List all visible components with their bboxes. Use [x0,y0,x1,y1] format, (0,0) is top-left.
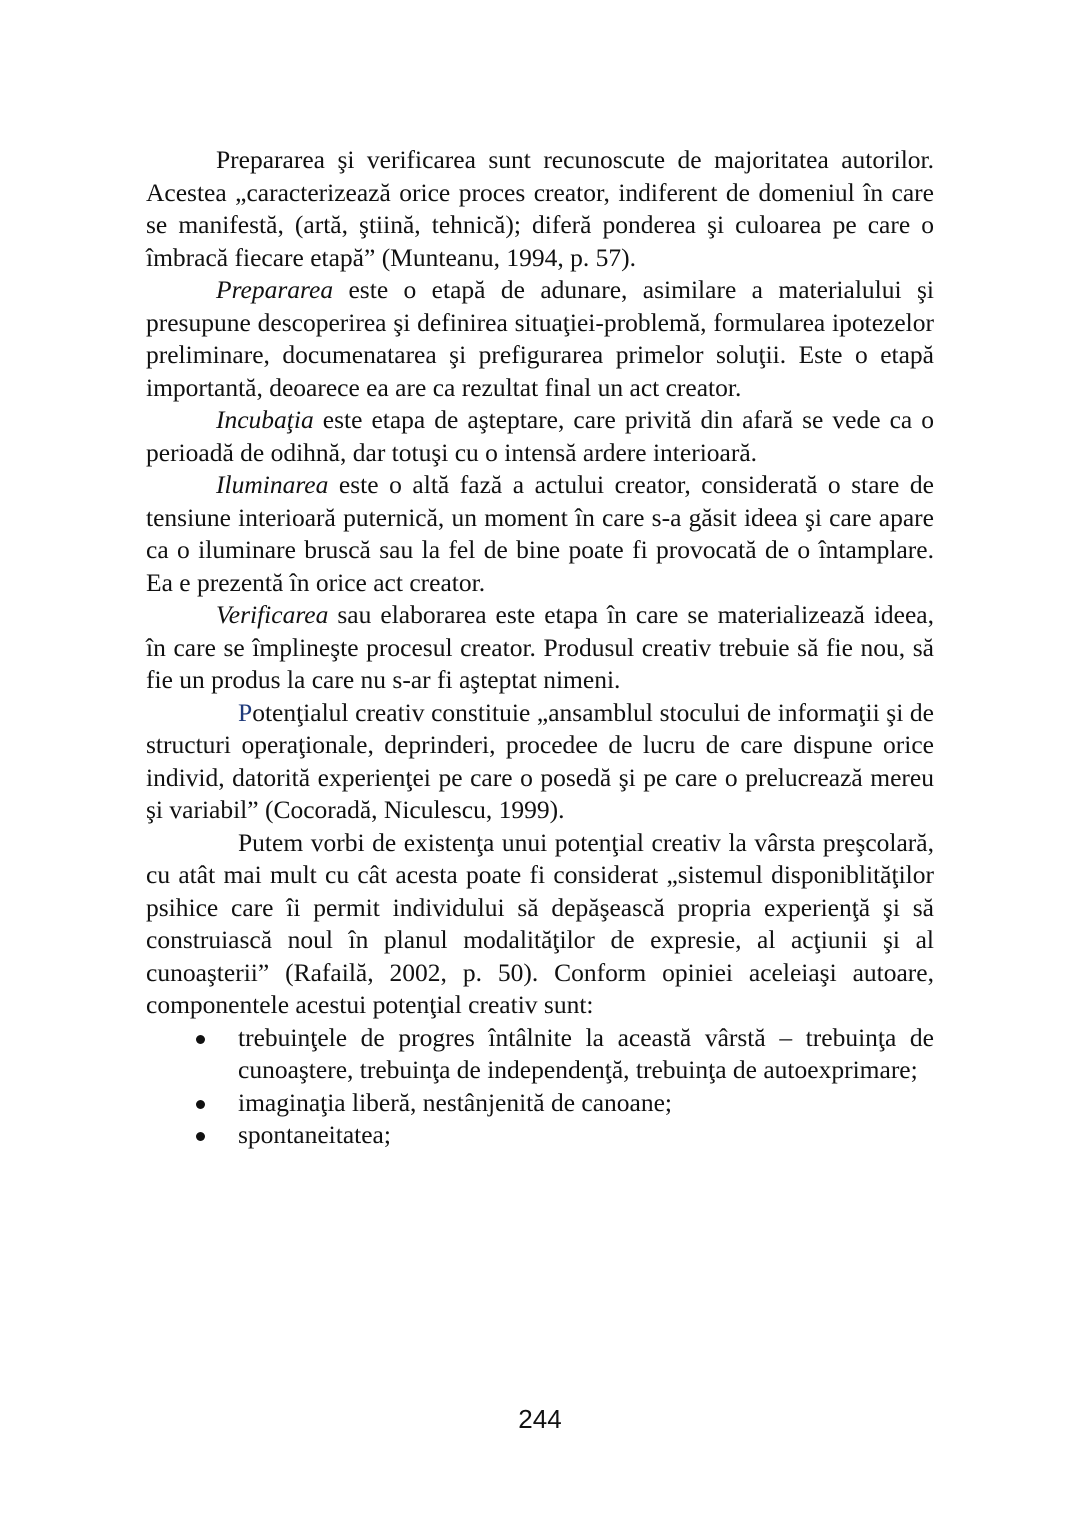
accent-initial-letter: P [238,697,253,727]
term-verificarea: Verificarea [216,600,329,629]
page-body [146,144,934,1152]
paragraph-potential-creativ [146,697,934,827]
paragraph-prescolar: Putem vorbi de existenţa unui potenţial creativ la vârsta preşcolară, cu atât mai mult cu cât acesta poate fi considerat „sistemul disponiblităţilor psihice care îi permit individului să depăşească propria experienţă şi să construiască noul în planul modalităţilor de expresie, al acţiunii şi al cunoaşterii” (Rafailă, 2002, p. 50). Conform opiniei aceleiaşi autoare, componentele acestui potenţial creativ sunt: [146,827,934,1019]
paragraph-verificarea-text: sau elaborarea este etapa în care se materializează ideea, în care se împlineşte procesul creator. Produsul creativ trebuie să fie nou, să fie un produs la care nu s-ar fi aşteptat nimeni. [146,600,934,694]
bullet-list [146,1022,934,1152]
term-prepararea: Prepararea [216,275,334,304]
list-item-text: imaginaţia liberă, nestânjenită de canoane; [238,1087,673,1117]
list-item-text: spontaneitatea; [238,1120,391,1149]
paragraph-preparation-verification: Prepararea şi verificarea sunt recunoscute de majoritatea autorilor. Acestea „caracterizează orice proces creator, indiferent de domeniul în care se manifestă, (artă, ştiină, tehnică); diferă ponderea şi culoarea pe care o îmbracă fiecare etapă” (Munteanu, 1994, p. 57). [146,145,934,272]
paragraph-iluminarea-text: este o altă fază a actului creator, considerată o stare de tensiune interioară puternică, un moment în care s-a găsit ideea şi care apare ca o iluminare bruscă sau la fel de bine poate fi provocată de o întamplare. Ea e prezentă în orice act creator. [146,470,934,597]
bullet-icon [196,1035,205,1044]
list-item [146,1119,934,1152]
bullet-icon [196,1132,205,1141]
list-item-text: trebuinţele de progres întâlnite la această vârstă – trebuinţa de cunoaştere, trebuinţa de independenţă, trebuinţa de autoexprimare; [238,1022,934,1084]
page-number: 244 [518,1404,562,1434]
paragraph-prepararea [146,274,934,404]
paragraph-prepararea-text: este o etapă de adunare, asimilare a materialului şi presupune descoperirea şi definirea situaţiei-problemă, formularea ipotezelor preliminare, documenatarea şi prefigurarea primelor soluţii. Este o etapă importantă, deoarece ea are ca rezultat final un act creator. [146,275,934,402]
bullet-icon [196,1100,205,1109]
paragraph-iluminarea [146,469,934,599]
paragraph-verificarea [146,599,934,697]
list-item [146,1087,934,1120]
paragraph-incubatia-text: este etapa de aşteptare, care privită din afară se vede ca o perioadă de odihnă, dar totuşi cu o intensă ardere interioară. [146,405,934,467]
paragraph-incubatia [146,404,934,469]
paragraph-potential-creativ-text: otenţialul creativ constituie „ansamblul stocului de informaţii şi de structuri operaţionale, deprinderi, procedee de lucru de care dispune orice individ, datorită experienţei pe care o posedă şi pe care o prelucrează mereu şi variabil” (Cocoradă, Niculescu, 1999). [146,697,934,824]
list-item [146,1022,934,1087]
term-iluminarea: Iluminarea [216,470,329,499]
term-incubatia: Incubaţia [216,405,314,434]
